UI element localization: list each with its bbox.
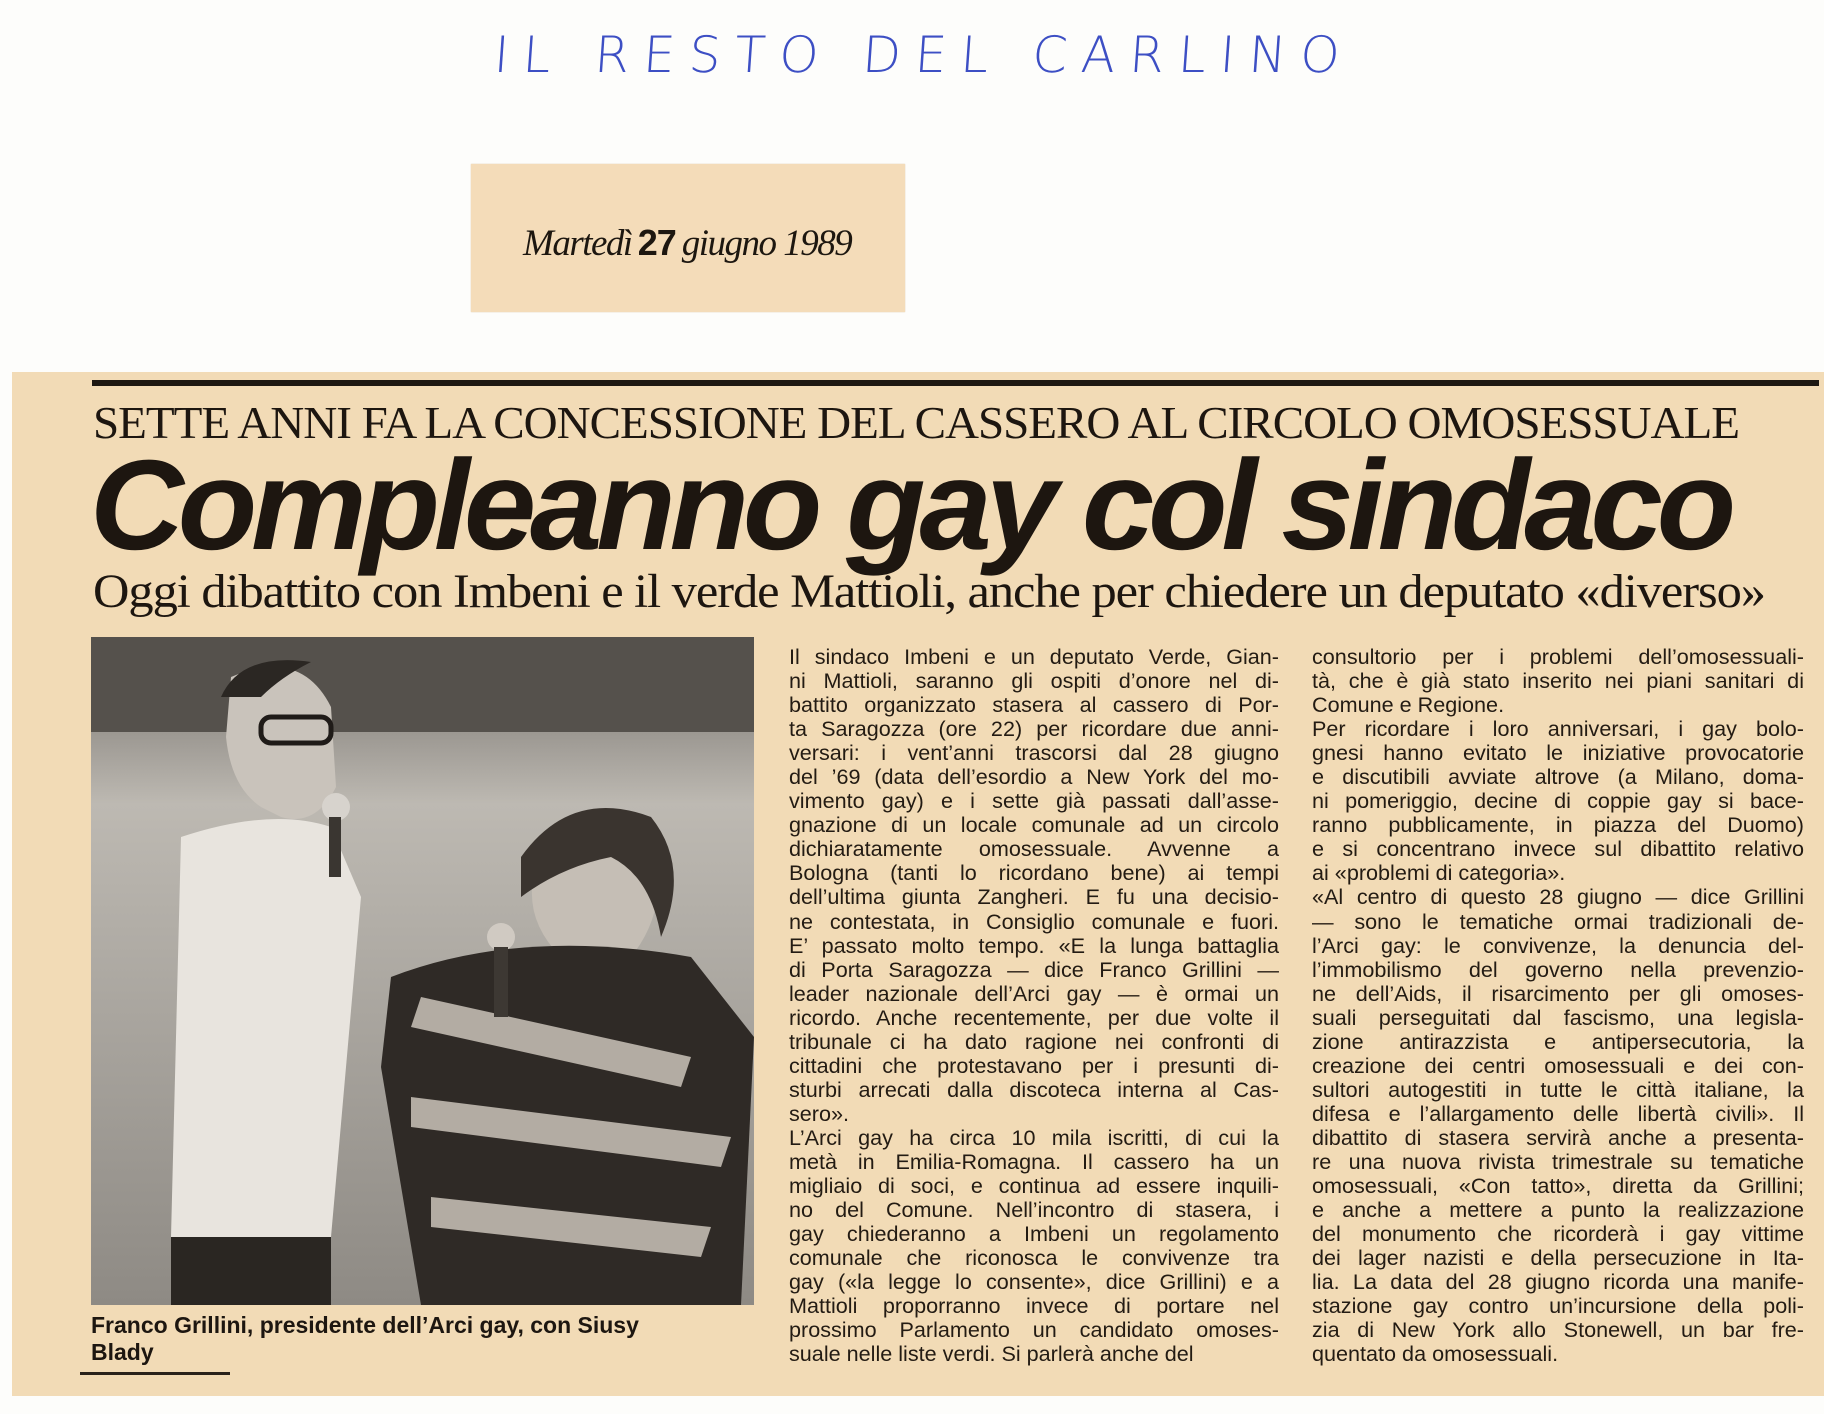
article-text-line: suali perseguitati dal fascismo, una legisla- <box>1312 1004 1804 1030</box>
date-month-year: giugno 1989 <box>681 223 852 264</box>
article-text-line: zia di New York allo Stonewell, un bar fre- <box>1312 1317 1804 1343</box>
article-text-line: gnazione di un locale comunale ad un circolo <box>789 812 1279 838</box>
article-text-line: gay («la legge lo consente», dice Grillini) e a <box>789 1269 1279 1295</box>
article-text-line: sero». <box>789 1100 850 1126</box>
article-text-line: E’ passato molto tempo. «E la lunga battaglia <box>789 932 1279 958</box>
article-text-line: ni Mattioli, saranno gli ospiti d’onore nel di- <box>789 668 1279 694</box>
article-text-line: ricordo. Anche recentemente, per due volte il <box>789 1004 1279 1030</box>
article-text-line: del ’69 (data dell’esordio a New York del mo- <box>789 764 1279 790</box>
caption-line: Franco Grillini, presidente dell’Arci gay, con Siusy <box>91 1312 639 1338</box>
article-text-line: leader nazionale dell’Arci gay — è ormai un <box>789 980 1279 1006</box>
article-text-line: ta Saragozza (ore 22) per ricordare due anni- <box>789 716 1279 742</box>
article-text-line: creazione dei centri omosessuali e dei con- <box>1312 1052 1804 1078</box>
article-text-line: Comune e Regione. <box>1312 692 1505 718</box>
article-text-line: tà, che è già stato inserito nei piani sanitari di <box>1312 668 1804 694</box>
top-rule <box>92 380 1819 386</box>
article-text-line: vimento gay) e i sette già passati dall’asse- <box>789 788 1279 814</box>
caption-line: Blady <box>91 1339 154 1365</box>
article-photo <box>91 637 754 1305</box>
article-kicker: SETTE ANNI FA LA CONCESSIONE DEL CASSERO AL CIRCOLO OMOSESSUALE <box>93 397 1740 448</box>
article-text-line: Per ricordare i loro anniversari, i gay bolo- <box>1312 716 1804 742</box>
article-text-line: cittadini che protestavano per i presunti di- <box>789 1052 1279 1078</box>
article-text-line: zione antirazzista e antipersecutoria, la <box>1312 1028 1804 1054</box>
photo-grillini-blady <box>91 637 754 1305</box>
article-text-line: comunale che riconosca le convivenze tra <box>789 1245 1279 1271</box>
article-text-line: l’Arci gay: le convivenze, la denuncia del- <box>1312 932 1804 958</box>
article-text-line: — sono le tematiche ormai tradizionali de- <box>1312 908 1804 934</box>
article-text-line: versari: i vent’anni trascorsi dal 28 giugno <box>789 740 1279 766</box>
article-text-line: di Porta Saragozza — dice Franco Grillini — <box>789 956 1279 982</box>
article-text-line: sultori autogestiti in tutte le città italiane, la <box>1312 1076 1804 1102</box>
article-headline: Compleanno gay col sindaco <box>90 434 1731 577</box>
article-text-line: no del Comune. Nell’incontro di stasera, i <box>789 1197 1279 1223</box>
publication-date <box>523 222 851 265</box>
article-text-line: dichiaratamente omosessuale. Avvenne a <box>789 836 1279 862</box>
article-text-line: consultorio per i problemi dell’omosessuali- <box>1312 644 1804 669</box>
article-text-line: Mattioli proporranno invece di portare nel <box>789 1293 1279 1319</box>
article-text-line: metà in Emilia-Romagna. Il cassero ha un <box>789 1148 1279 1174</box>
article-text-line: quentato da omosessuali. <box>1312 1341 1559 1367</box>
article-column-1 <box>789 645 1279 1366</box>
article-text-line: l’immobilismo del governo nella prevenzio- <box>1312 956 1804 982</box>
article-text-line: gnesi hanno evitato le iniziative provocatorie <box>1312 740 1804 766</box>
article-text-line: gay chiederanno a Imbeni un regolamento <box>789 1221 1279 1247</box>
article-text-line: lia. La data del 28 giugno ricorda una manife- <box>1312 1269 1804 1295</box>
article-text-line: dell’ultima giunta Zangheri. E fu una decisio- <box>789 884 1279 910</box>
bottom-rule <box>80 1372 230 1375</box>
article-text-line: ne dell’Aids, il risarcimento per gli omoses- <box>1312 980 1804 1006</box>
article-text-line: tribunale ci ha dato ragione nei confronti di <box>789 1028 1279 1054</box>
article-subhead: Oggi dibattito con Imbeni e il verde Mattioli, anche per chiedere un deputato «diverso» <box>93 565 1765 618</box>
article-text-line: difesa e l’allargamento delle libertà civili». Il <box>1312 1100 1804 1126</box>
article-text-line: L’Arci gay ha circa 10 mila iscritti, di cui la <box>789 1124 1279 1150</box>
article-text-line: ranno pubblicamente, in piazza del Duomo) <box>1312 812 1804 838</box>
article-text-line: del monumento che ricorderà i gay vittime <box>1312 1221 1804 1247</box>
date-day: 27 <box>637 222 676 263</box>
date-clipping <box>471 164 905 312</box>
handwritten-newspaper-name: IL RESTO DEL CARLINO <box>492 26 1356 84</box>
article-text-line: e si concentrano invece sul dibattito relativo <box>1312 836 1804 862</box>
article-column-2 <box>1312 645 1804 1366</box>
article-text-line: «Al centro di questo 28 giugno — dice Grillini <box>1312 884 1804 910</box>
article-text-line: dibattito di stasera servirà anche a presenta- <box>1312 1124 1804 1150</box>
article-text-line: ne contestata, in Consiglio comunale e fuori. <box>789 908 1279 934</box>
article-text-line: Il sindaco Imbeni e un deputato Verde, Gian- <box>789 644 1279 669</box>
date-weekday: Martedì <box>523 223 632 264</box>
article-text-line: migliaio di soci, e continua ad essere inquili- <box>789 1173 1279 1199</box>
article-text-line: re una nuova rivista trimestrale su tematiche <box>1312 1148 1804 1174</box>
article-text-line: omosessuali, «Con tatto», diretta da Grillini; <box>1312 1173 1804 1199</box>
article-text-line: sturbi arrecati dalla discoteca interna al Cas- <box>789 1076 1279 1102</box>
article-text-line: stazione gay contro un’incursione della poli- <box>1312 1293 1804 1319</box>
article-text-line: dei lager nazisti e della persecuzione in Ita- <box>1312 1245 1804 1271</box>
article-text-line: suale nelle liste verdi. Si parlerà anche del <box>789 1341 1194 1367</box>
article-text-line: e discutibili avviate altrove (a Milano, doma- <box>1312 764 1804 790</box>
photo-caption <box>91 1312 711 1366</box>
article-text-line: ni pomeriggio, decine di coppie gay si bace- <box>1312 788 1804 814</box>
article-text-line: e anche a mettere a punto la realizzazione <box>1312 1197 1804 1223</box>
article-clipping <box>12 372 1824 1396</box>
article-text-line: Bologna (tanti lo ricordano bene) ai tempi <box>789 860 1279 886</box>
article-text-line: ai «problemi di categoria». <box>1312 860 1566 886</box>
article-text-line: prossimo Parlamento un candidato omoses- <box>789 1317 1279 1343</box>
article-text-line: battito organizzato stasera al cassero di Por- <box>789 692 1279 718</box>
